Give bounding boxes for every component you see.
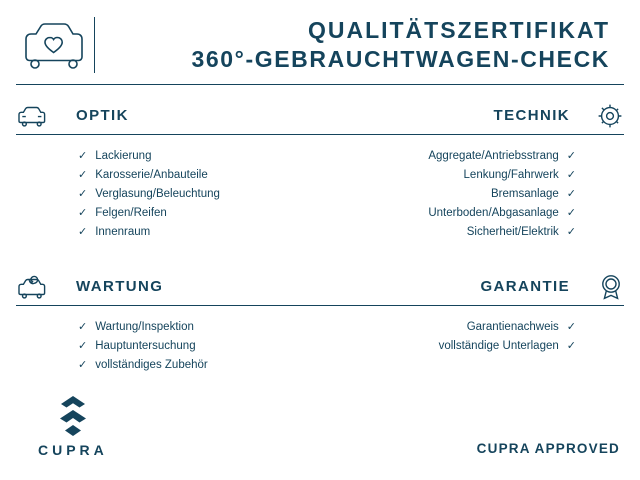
check-icon: ✓ (566, 225, 576, 238)
list-item-label: Lenkung/Fahrwerk (463, 168, 559, 181)
check-icon: ✓ (566, 187, 576, 200)
check-icon: ✓ (566, 168, 576, 181)
document-footer (16, 394, 624, 458)
header-titles (109, 16, 624, 74)
page-title-line1: QUALITÄTSZERTIFIKAT (307, 17, 610, 43)
list-item-label: Bremsanlage (491, 187, 559, 200)
check-icon: ✓ (78, 320, 88, 333)
engine-gear-icon (584, 103, 624, 129)
list-item (78, 356, 327, 375)
list-item-label: vollständiges Zubehör (95, 358, 208, 371)
brand-block (16, 394, 108, 458)
list-item (327, 223, 576, 242)
car-heart-icon (16, 19, 90, 71)
section-rule-1 (16, 134, 624, 135)
check-icon: ✓ (78, 206, 88, 219)
car-service-icon (16, 274, 56, 300)
list-item-label: Karosserie/Anbauteile (95, 168, 208, 181)
list-item-label: Lackierung (95, 149, 152, 162)
section-header-row-1 (16, 101, 624, 131)
list-item (327, 337, 576, 356)
checklist-wartung (16, 318, 327, 375)
check-icon: ✓ (78, 339, 88, 352)
list-item (327, 166, 576, 185)
page-title-line2: 360°-GEBRAUCHTWAGEN-CHECK (191, 45, 610, 72)
list-item (78, 223, 327, 242)
list-item (78, 185, 327, 204)
list-item (327, 318, 576, 337)
list-item-label: Hauptuntersuchung (95, 339, 196, 352)
list-item (78, 337, 327, 356)
section-label-garantie: GARANTIE (480, 278, 570, 295)
warranty-seal-icon (584, 273, 624, 301)
check-icon: ✓ (78, 187, 88, 200)
section-label-technik: TECHNIK (493, 107, 570, 124)
document-header (16, 0, 624, 84)
list-item (78, 166, 327, 185)
section-label-optik: OPTIK (76, 107, 129, 124)
check-icon: ✓ (78, 225, 88, 238)
list-item (327, 147, 576, 166)
cupra-logo-icon (45, 394, 101, 438)
list-item-label: Sicherheit/Elektrik (466, 225, 559, 238)
checklist-optik (16, 147, 327, 242)
list-item-label: Wartung/Inspektion (95, 320, 194, 333)
approved-label: CUPRA APPROVED (476, 441, 620, 456)
list-item-label: Verglasung/Beleuchtung (95, 187, 220, 200)
check-icon: ✓ (78, 168, 88, 181)
checklist-technik (327, 147, 624, 242)
section-header-row-2 (16, 272, 624, 302)
list-item-label: Felgen/Reifen (95, 206, 167, 219)
brand-wordmark: CUPRA (38, 442, 108, 458)
checklist-block-1 (16, 147, 624, 242)
check-icon: ✓ (78, 358, 88, 371)
car-front-icon (16, 105, 56, 127)
list-item (78, 318, 327, 337)
check-icon: ✓ (78, 149, 88, 162)
header-divider (94, 17, 95, 73)
list-item-label: Garantienachweis (466, 320, 559, 333)
list-item (327, 204, 576, 223)
check-icon: ✓ (566, 339, 576, 352)
header-rule (16, 84, 624, 85)
list-item-label: Aggregate/Antriebsstrang (428, 149, 559, 162)
check-icon: ✓ (566, 320, 576, 333)
checklist-block-2 (16, 318, 624, 375)
list-item (78, 204, 327, 223)
list-item (327, 185, 576, 204)
section-rule-2 (16, 305, 624, 306)
section-label-wartung: WARTUNG (76, 278, 164, 295)
checklist-garantie (327, 318, 624, 375)
list-item-label: Innenraum (95, 225, 151, 238)
check-icon: ✓ (566, 149, 576, 162)
list-item-label: vollständige Unterlagen (438, 339, 559, 352)
list-item-label: Unterboden/Abgasanlage (428, 206, 559, 219)
check-icon: ✓ (566, 206, 576, 219)
list-item (78, 147, 327, 166)
